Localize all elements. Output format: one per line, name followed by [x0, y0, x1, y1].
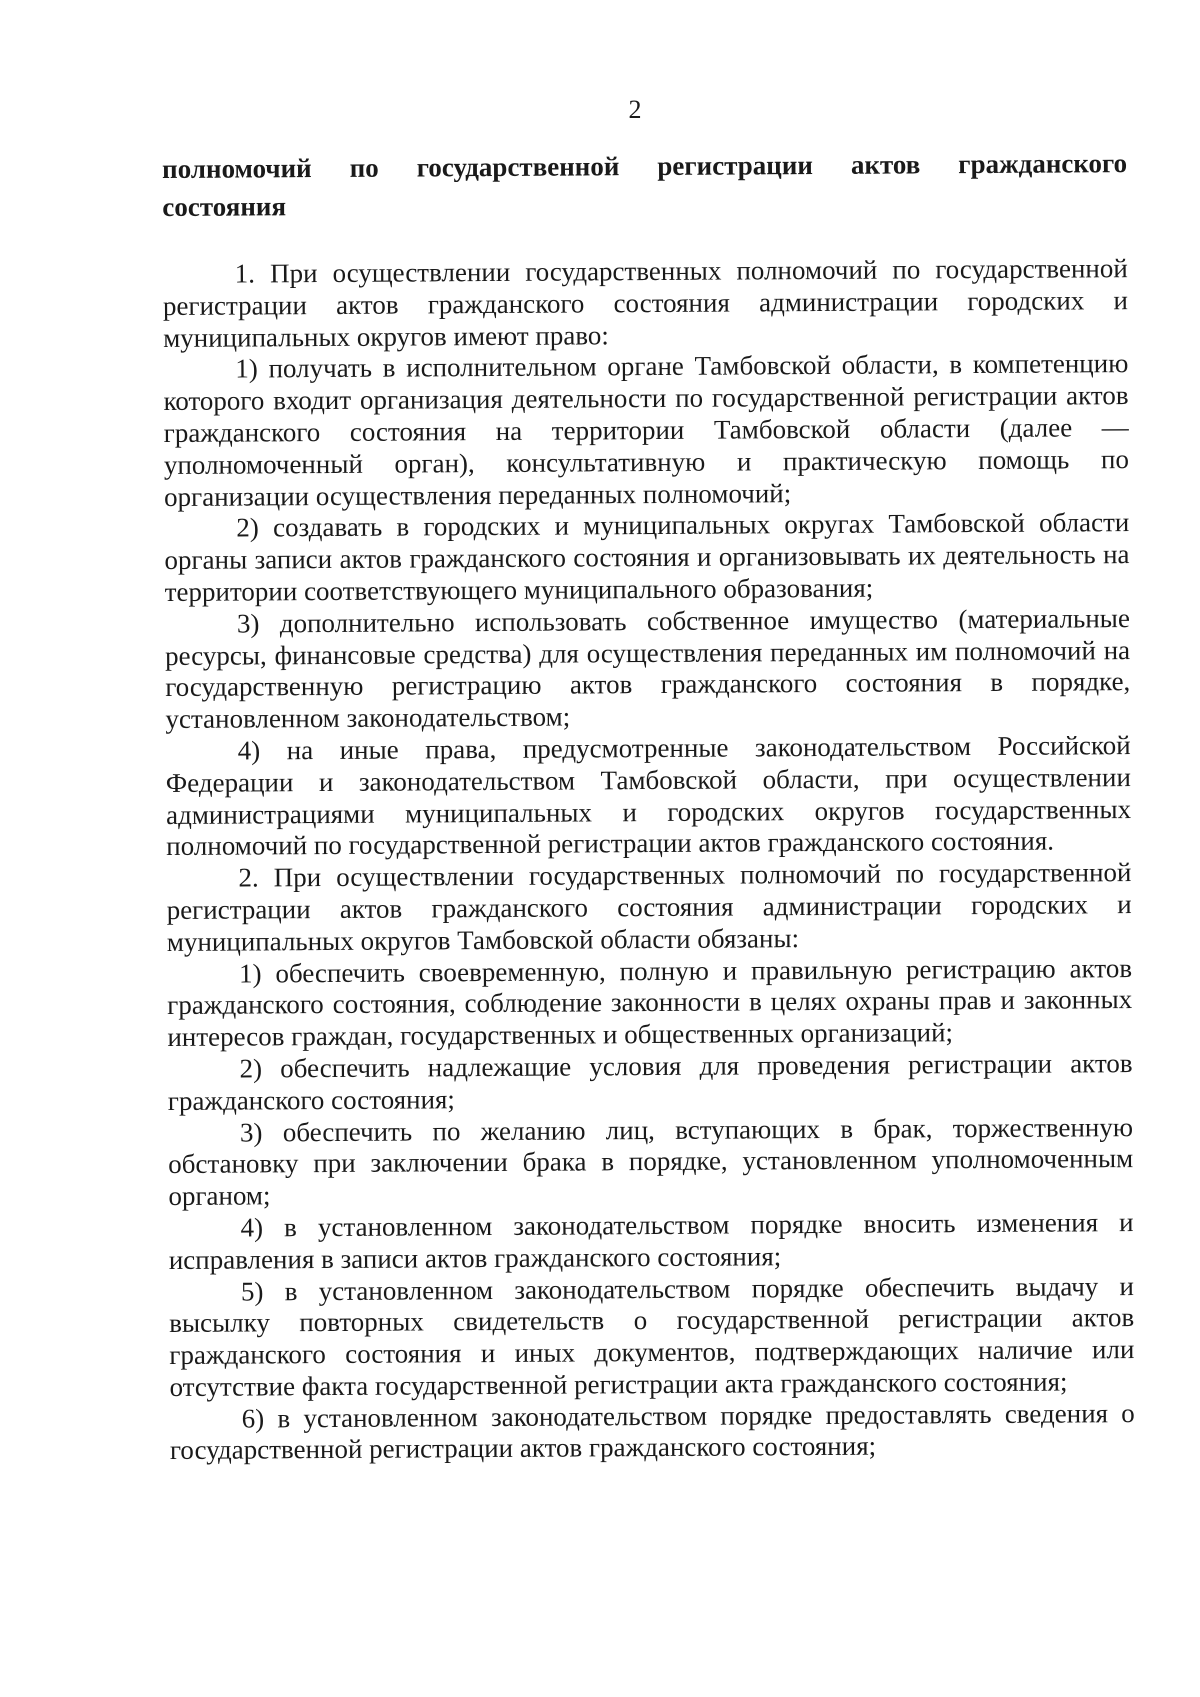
paragraph-2-5: 5) в установленном законодательством порядке обеспечить выдачу и высылку повторных свидетельств о государственной регистрации актов гражданского состояния и иных документов, подтверждающих наличие или отсутствие факта государственной регистрации акта гражданского состояния;: [169, 1270, 1135, 1402]
page-number: 2: [628, 95, 642, 124]
paragraph-2-3: 3) обеспечить по желанию лиц, вступающих в брак, торжественную обстановку при заключении брака в порядке, установленном уполномоченным органом;: [168, 1111, 1134, 1212]
paragraph-1-3: 3) дополнительно использовать собственное имущество (материальные ресурсы, финансовые средства) для осуществления переданных им полномочий на государственную регистрацию актов гражданского состояния в порядке, установленном законодательством;: [164, 602, 1131, 735]
paragraph-1-4: 4) на иные права, предусмотренные законодательством Российской Федерации и законодательством Тамбовской области, при осуществлении администрациями муниципальных и городских округов государственных полномочий по государственной регистрации актов гражданского состояния.: [165, 730, 1132, 862]
paragraph-2-6: 6) в установленном законодательством порядке предоставлять сведения о государственной регистрации актов гражданского состояния;: [169, 1397, 1135, 1466]
document-heading: [162, 144, 1127, 226]
document-body: [162, 144, 1135, 1467]
paragraph-1-1: 1) получать в исполнительном органе Тамбовской области, в компетенцию которого входит организация деятельности по государственной регистрации актов гражданского состояния на территории Тамбовской области (далее — уполномоченный орган), консультативную и практическую помощь по организации осуществления переданных полномочий;: [163, 348, 1129, 512]
paragraph-2: 2. При осуществлении государственных полномочий по государственной регистрации актов гражданского состояния администрации городских и муниципальных округов Тамбовской области обязаны:: [166, 857, 1132, 957]
paragraph-2-4: 4) в установленном законодательством порядке вносить изменения и исправления в записи актов гражданского состояния;: [168, 1206, 1134, 1275]
paragraph-2-2: 2) обеспечить надлежащие условия для проведения регистрации актов гражданского состояния;: [167, 1048, 1133, 1116]
paragraph-1-2: 2) создавать в городских и муниципальных округах Тамбовской области органы записи актов гражданского состояния и организовывать их деятельность на территории соответствующего муниципального образования;: [164, 507, 1130, 607]
paragraph-1: 1. При осуществлении государственных полномочий по государственной регистрации актов гражданского состояния администрации городских и муниципальных округов имеют право:: [162, 253, 1129, 353]
heading-line-2: состояния: [162, 191, 287, 222]
paragraph-2-1: 1) обеспечить своевременную, полную и правильную регистрацию актов гражданского состояния, соблюдение законности в целях охраны прав и законных интересов граждан, государственных и общественных организаций;: [167, 952, 1133, 1053]
heading-line-1: полномочий по государственной регистрации актов гражданского: [162, 148, 1128, 184]
